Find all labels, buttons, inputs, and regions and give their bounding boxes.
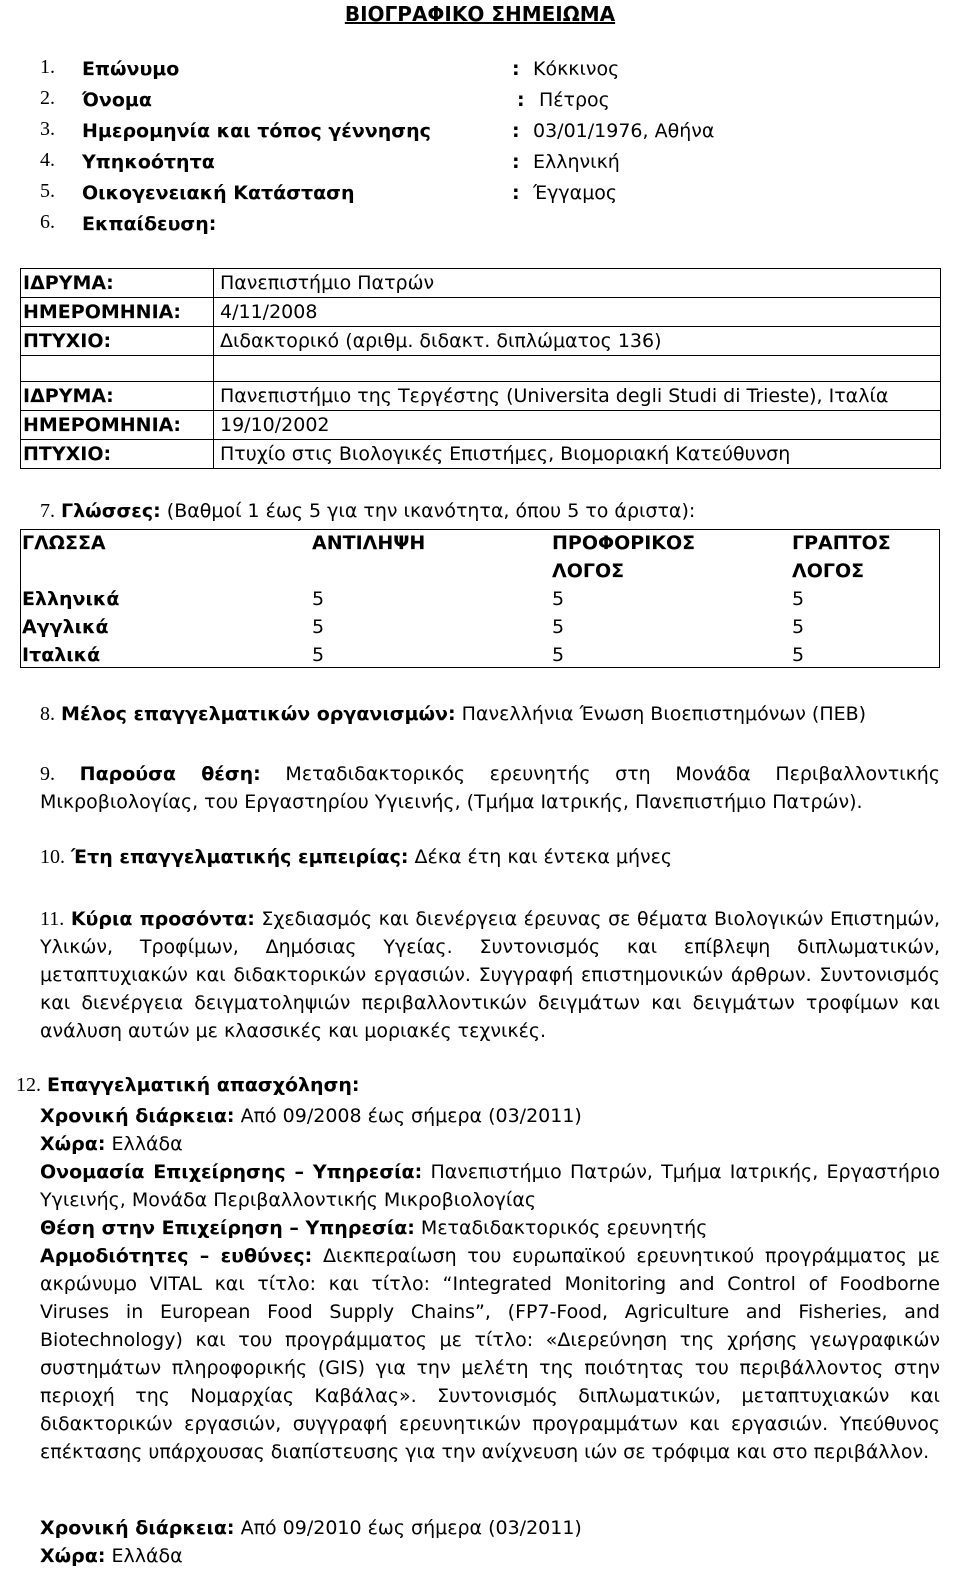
comprehension-score: 5: [312, 616, 325, 638]
item-colon: :: [512, 182, 520, 204]
section-number: 11.: [40, 908, 65, 930]
written-score: 5: [792, 588, 805, 610]
education-row: [21, 440, 941, 469]
duration-value: Από 09/2008 έως σήμερα (03/2011): [240, 1105, 582, 1127]
languages-header-row: [20, 529, 941, 585]
duties-value: Διεκπεραίωση του ευρωπαϊκού ερευνητικού προγράμματος με ακρώνυμο VITAL και τίτλο: και τίτλο: “Integrated Monitoring and Control of Foodborne Viruses in European Food Supply Chains”, (FP7-Food, Agriculture and Fisheries, and Biotechnology) και του προγράμματος με τίτλο: «Διερεύνηση της χρήσης γεωγραφικών συστημάτων πληροφορικής (GIS) για την μελέτη της ποιότητας του περιβάλλοντος στην περιοχή της Νομαρχίας Καβάλας». Συντονισμός διπλωματικών, μεταπτυχιακών και διδακτορικών εργασιών, συγγραφή ερευνητικών προγραμμάτων και εργασιών. Υπεύθυνος επέκτασης υπάρχουσας διαπίστευσης για την ανίχνευση ιών σε τρόφιμα και στο περιβάλλον.: [40, 1245, 940, 1463]
item-label: Οικογενειακή Κατάσταση: [82, 182, 355, 204]
spacer-cell: [21, 356, 214, 382]
memberships-text: Πανελλήνια Ένωση Βιοεπιστημόνων (ΠΕΒ): [461, 703, 867, 725]
item-colon: :: [517, 89, 525, 111]
comprehension-score: 5: [312, 588, 325, 610]
experience-text: Δέκα έτη και έντεκα μήνες: [414, 846, 673, 868]
employment-entry: [40, 1102, 940, 1466]
item-value: Πέτρος: [539, 89, 610, 111]
language-row: [20, 613, 941, 641]
position-text: Μεταδιδακτορικός ερευνητής στη Μονάδα Περιβαλλοντικής Μικροβιολογίας, του Εργαστηρίου Υγιεινής, (Τμήμα Ιατρικής, Πανεπιστήμιο Πατρών).: [40, 763, 940, 813]
item-number: 4.: [40, 149, 55, 171]
section-number: 10.: [40, 846, 65, 868]
education-table: [20, 268, 941, 469]
country-label: Χώρα:: [40, 1133, 106, 1155]
institution-value: Πανεπιστήμιο της Τεργέστης (Universita degli Studi di Trieste), Ιταλία: [214, 382, 941, 411]
item-colon: :: [512, 58, 520, 80]
role-value: Μεταδιδακτορικός ερευνητής: [420, 1217, 708, 1239]
section-number: 7.: [40, 500, 55, 522]
item-value: Κόκκινος: [533, 58, 620, 80]
column-header-language: ΓΛΩΣΣΑ: [22, 532, 106, 554]
institution-label: ΙΔΡΥΜΑ:: [21, 269, 214, 298]
language-name: Ιταλικά: [22, 644, 101, 666]
education-row: [21, 269, 941, 298]
languages-heading-line: [40, 500, 695, 523]
company-line: [40, 1158, 940, 1214]
item-label: Εκπαίδευση:: [82, 213, 217, 235]
education-row: [21, 411, 941, 440]
date-value: 4/11/2008: [214, 298, 941, 327]
degree-value: Διδακτορικό (αριθμ. διδακτ. διπλώματος 136): [214, 327, 941, 356]
employment-entry: [40, 1514, 940, 1570]
written-score: 5: [792, 644, 805, 666]
institution-value: Πανεπιστήμιο Πατρών: [214, 269, 941, 298]
employment-heading-line: [16, 1074, 360, 1097]
item-number: 6.: [40, 211, 55, 233]
duties-label: Αρμοδιότητες – ευθύνες:: [40, 1245, 313, 1267]
languages-note: (Βαθμοί 1 έως 5 για την ικανότητα, όπου 5 το άριστα):: [166, 500, 696, 522]
country-line: [40, 1542, 940, 1570]
item-value: 03/01/1976, Αθήνα: [533, 120, 715, 142]
duration-line: [40, 1102, 940, 1130]
spacer-cell: [214, 356, 941, 382]
oral-score: 5: [552, 588, 565, 610]
memberships-section: [40, 703, 866, 726]
item-number: 3.: [40, 118, 55, 140]
languages-heading: Γλώσσες:: [61, 500, 161, 522]
section-number: 9.: [40, 763, 55, 785]
duration-label: Χρονική διάρκεια:: [40, 1105, 235, 1127]
language-name: Ελληνικά: [22, 588, 120, 610]
item-label: Ημερομηνία και τόπος γέννησης: [82, 120, 431, 142]
country-label: Χώρα:: [40, 1545, 106, 1567]
degree-label: ΠΤΥΧΙΟ:: [21, 327, 214, 356]
education-row: [21, 298, 941, 327]
language-row: [20, 585, 941, 613]
column-header-oral-text: ΠΡΟΦΟΡΙΚΟΣ ΛΟΓΟΣ: [552, 532, 696, 582]
experience-section: [40, 846, 672, 869]
column-header-oral: [550, 529, 790, 585]
item-label: Υπηκοότητα: [82, 151, 215, 173]
role-line: [40, 1214, 940, 1242]
column-header-written-text: ΓΡΑΠΤΟΣ ΛΟΓΟΣ: [792, 532, 891, 582]
qualifications-text: Σχεδιασμός και διενέργεια έρευνας σε θέματα Βιολογικών Επιστημών, Υλικών, Τροφίμων, Δημόσιας Υγείας. Συντονισμός και επίβλεψη διπλωματικών, μεταπτυχιακών και διδακτορικών εργασιών. Συγγραφή επιστημονικών άρθρων. Συντονισμός και διενέργεια δειγματοληψιών περιβαλλοντικών δειγμάτων και δειγμάτων τροφίμων και ανάλυση αυτών με κλασσικές και μοριακές τεχνικές.: [40, 908, 940, 1042]
item-number: 5.: [40, 180, 55, 202]
experience-heading: Έτη επαγγελματικής εμπειρίας:: [71, 846, 409, 868]
memberships-heading: Μέλος επαγγελματικών οργανισμών:: [61, 703, 456, 725]
position-section: [40, 760, 940, 816]
duration-value: Από 09/2010 έως σήμερα (03/2011): [240, 1517, 582, 1539]
section-number: 8.: [40, 703, 55, 725]
duration-label: Χρονική διάρκεια:: [40, 1517, 235, 1539]
qualifications-heading: Κύρια προσόντα:: [70, 908, 255, 930]
education-row: [21, 327, 941, 356]
language-name: Αγγλικά: [22, 616, 109, 638]
oral-score: 5: [552, 644, 565, 666]
item-colon: :: [512, 120, 520, 142]
company-label: Ονομασία Επιχείρησης – Υπηρεσία:: [40, 1161, 423, 1183]
item-value: Ελληνική: [533, 151, 620, 173]
country-value: Ελλάδα: [111, 1133, 183, 1155]
document-title: ΒΙΟΓΡΑΦΙΚΟ ΣΗΜΕΙΩΜΑ: [344, 2, 616, 26]
date-value: 19/10/2002: [214, 411, 941, 440]
comprehension-score: 5: [312, 644, 325, 666]
country-value: Ελλάδα: [111, 1545, 183, 1567]
languages-table: [20, 529, 941, 669]
position-heading: Παρούσα θέση:: [79, 763, 261, 785]
column-header-comprehension: ΑΝΤΙΛΗΨΗ: [312, 532, 426, 554]
date-label: ΗΜΕΡΟΜΗΝΙΑ:: [21, 298, 214, 327]
item-label: Όνομα: [82, 89, 152, 111]
duration-line: [40, 1514, 940, 1542]
oral-score: 5: [552, 616, 565, 638]
duties-line: [40, 1242, 940, 1466]
qualifications-section: [40, 905, 940, 1045]
employment-heading: Επαγγελματική απασχόληση:: [47, 1074, 360, 1096]
column-header-written: [790, 529, 941, 585]
item-value: Έγγαμος: [533, 182, 618, 204]
section-number: 12.: [16, 1074, 41, 1096]
item-label: Επώνυμο: [82, 58, 180, 80]
date-label: ΗΜΕΡΟΜΗΝΙΑ:: [21, 411, 214, 440]
degree-value: Πτυχίο στις Βιολογικές Επιστήμες, Βιομοριακή Κατεύθυνση: [214, 440, 941, 469]
company-value: Πανεπιστήμιο Πατρών, Τμήμα Ιατρικής, Εργαστήριο Υγιεινής, Μονάδα Περιβαλλοντικής Μικροβιολογίας: [40, 1161, 940, 1211]
item-number: 1.: [40, 56, 55, 78]
education-row: [21, 382, 941, 411]
item-colon: :: [512, 151, 520, 173]
institution-label: ΙΔΡΥΜΑ:: [21, 382, 214, 411]
item-number: 2.: [40, 87, 55, 109]
degree-label: ΠΤΥΧΙΟ:: [21, 440, 214, 469]
country-line: [40, 1130, 940, 1158]
education-spacer-row: [21, 356, 941, 382]
role-label: Θέση στην Επιχείρηση – Υπηρεσία:: [40, 1217, 415, 1239]
written-score: 5: [792, 616, 805, 638]
language-row: [20, 641, 941, 669]
